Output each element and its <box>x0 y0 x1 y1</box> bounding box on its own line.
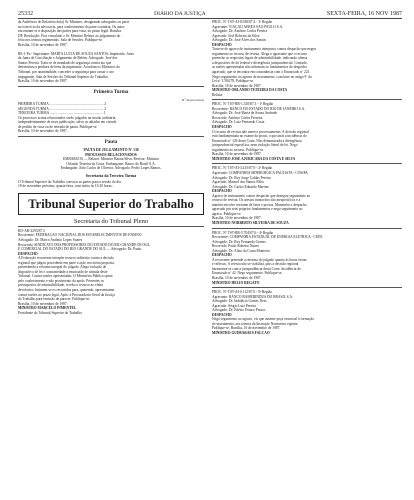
text-line: agravado por seus próprios fundamentos e nego seguimento ao <box>212 207 303 212</box>
right-block-5 <box>212 290 402 335</box>
text-line: Nego seguimento ao agravo de instrumento, com base no artigo 9º da <box>212 74 312 79</box>
text-line: Brasília, 10 de novembro de 1987. <box>212 152 262 157</box>
text-line: seguimento ao recurso de revista. Alega o agravante que o recurso <box>212 51 308 56</box>
text-line: está fundamentada no exame da prova, o que atrai a incidência do <box>212 134 307 139</box>
divider <box>212 228 402 229</box>
text-line: da Junta de Conciliação e Julgamento de Belém. Advogado: José dos <box>18 56 118 61</box>
text-line: RO-AR-2293/87.3 <box>18 228 45 233</box>
text-line: Advogado: Dr. Edésio Franco Passos <box>212 308 266 313</box>
text-line: 18 de novembro próximo, quarta-feira, com início às 13:30 horas. <box>18 184 113 189</box>
text-line: MINISTRO JOSÉ AJURICABA DA COSTA E SILVA <box>212 156 296 161</box>
table-head-right: Nº de processos <box>181 97 204 102</box>
right-block-4 <box>212 231 402 286</box>
journal-title: DIÁRIO DA JUSTIÇA <box>154 11 206 17</box>
text-line: MINISTRO ORLANDO TEIXEIRA DA COSTA <box>212 88 288 93</box>
left-bottom-text <box>18 229 204 315</box>
text-line: Advogado: Dr. Alino da Costa Monteiro <box>212 248 270 253</box>
text-line: Agravo de instrumento contra despacho que denegou seguimento ao <box>212 193 311 198</box>
right-top-text <box>212 20 402 97</box>
text-line: O recurso de revista não merece processamento. A decisão regional <box>212 129 309 134</box>
left-column <box>18 20 204 315</box>
divider <box>212 287 402 288</box>
text-line: DESPACHO <box>212 189 232 194</box>
text-line: Advogado: Dr. José Alves dos Santos <box>212 38 266 43</box>
text-line: EMBARGOS — Relator: Ministro Barata Silva. Revisor: Ministro <box>62 157 160 162</box>
text-line: pressupostos de admissibilidade, recebo o recurso no efeito <box>18 283 104 288</box>
text-line: PROCESSOS RELACIONADOS <box>85 152 137 157</box>
right-block-2 <box>212 102 402 161</box>
pauta-text <box>18 148 204 171</box>
divider <box>18 86 204 87</box>
text-line: Brasília, 10 de novembro de 1987. <box>212 216 262 221</box>
process-table <box>18 102 204 116</box>
text-line: matéria envolve reexame de fatos e provas. Mantenho o despacho <box>212 202 307 207</box>
text-line: A Federação recorrente interpõe recurso ordinário contra a decisão <box>18 256 114 261</box>
text-line: harmoniza-se com a jurisprudência desta Corte. Incidência do <box>212 266 301 271</box>
text-line: no exercício da advocacia, para conhecimento da parte contrária. Os autos <box>18 24 125 29</box>
text-line: Orlando Teixeira da Costa. Embargante: Banco do Brasil S.A. <box>66 161 156 166</box>
text-line: pelo conhecimento e não provimento do apelo. Presentes os <box>18 278 104 283</box>
text-line: Tribunal, por unanimidade, conceder a segurança para cassar o ato <box>18 70 114 75</box>
text-line: PROC. Nº TST-AI-6.112/87.0 - 9ª Região <box>212 290 273 295</box>
text-line: Recorrido: SINDICATO DOS PROFESSORES DO ESTADO DO RIO GRANDE DO SUL <box>18 242 151 247</box>
text-line: Agravante: VIAÇÃO AÉREA SÃO PAULO S.A. <box>212 24 284 29</box>
text-line: a dispositivo de lei federal e divergência jurisprudencial. Contudo, <box>212 60 308 65</box>
text-line: PROC. Nº TST-AI-8.038/87.4 - 3ª Região <box>212 20 273 24</box>
text-line: Publique-se. Brasília, 10 de novembro de 1987. <box>212 326 281 331</box>
text-line: Trata-se de agravo de instrumento interposto contra despacho que negou <box>212 47 317 52</box>
text-line: MINISTRO HÉLIO REGATO <box>212 280 260 285</box>
text-line: Santos Pereira. Trata-se de mandado de segurança contra ato que <box>18 60 112 65</box>
text-line: devolutivo. Intimem-se os recorridos para, querendo, apresentarem <box>18 287 115 292</box>
left-top-text <box>18 20 204 84</box>
text-line: Agravado: José Roberto da Silva <box>212 33 260 38</box>
text-line: Advogado: Dr. Ruy Jorge Caldas Pereira <box>212 175 271 180</box>
text-line: recurso de revista. Os arestos transcritos são inespecíficos e a <box>212 198 301 203</box>
text-line: Advogado: Dr. Luiz Fernando Costa <box>212 120 265 125</box>
text-line: independentemente de nova publicação, salvo os adiados em virtude <box>18 120 117 125</box>
text-line: O Tribunal Superior do Trabalho convoca as partes para a sessão do dia <box>18 179 121 184</box>
text-line: impugnado. Sala de Sessões do Tribunal Superior do Trabalho. <box>18 74 109 79</box>
text-line: MINISTRO MARCELO PIMENTEL <box>18 306 77 311</box>
text-line: Enunciado nº 42. Nego seguimento. Publique-se. <box>212 271 283 276</box>
text-line: RE-1-Pa - Impetrante: MARTA LÚCIA DE SOUZA SANTOS, Impetrado: Juízo <box>18 51 135 56</box>
right-column <box>212 20 402 336</box>
text-line: MINISTRO NORBERTO SILVEIRA DE SOUZA <box>212 220 289 225</box>
page-header <box>18 7 402 19</box>
text-line: contra-razões no prazo legal. Após, à Procuradoria-Geral da Justiça <box>18 292 115 297</box>
tribunal-title-box: Tribunal Superior do Trabalho <box>18 193 204 215</box>
text-line: DESPACHO <box>18 251 38 256</box>
text-line: Advogado: Dr. Ruy Fernando Gomes <box>212 239 266 244</box>
text-line: Agravado: Manoel dos Santos Filho <box>212 180 264 185</box>
text-line: as razões apresentadas não infirmam os fundamentos do despacho <box>212 65 308 70</box>
text-line: Tribunal. Contra-razões apresentadas. O Ministério Público opina <box>18 274 113 279</box>
divider <box>212 163 402 164</box>
text-line: DESPACHO <box>212 253 232 258</box>
text-line: DESPACHO <box>212 312 232 317</box>
text-line: seguimento ao recurso. Publique-se. <box>212 147 264 152</box>
section-title-secretaria-turma: Secretaria da Terceira Turma <box>85 172 137 178</box>
text-line: dispositivo de lei e contrariedade a enunciado de súmula deste <box>18 269 108 274</box>
text-line: PROC. Nº TST-RR-1.520/87.3 - 1ª Região <box>212 102 274 107</box>
text-line: Enunciado nº 126 desta Corte. Não demonstrada a divergência <box>212 138 302 143</box>
text-line: PROC. Nº TST-RR-5.704/87.6 - 4ª Região <box>212 230 274 235</box>
text-line: Agravado: Sérgio Luiz Pereira <box>212 303 256 308</box>
text-line: Recorrente: FEDERAÇÃO NACIONAL DOS ESTABELECIMENTOS DE ENSINO <box>18 233 142 238</box>
text-line: do Trabalho para emissão de parecer. Publique-se. <box>18 297 91 302</box>
text-line: Brasília, 10 de novembro de 1987. <box>18 79 68 84</box>
text-line: DF. Resolução: Fica vinculado o Sr. Ministro Relator ao julgamento do <box>18 33 121 38</box>
text-line: Advogado: Dr. Carlos Eduardo Martins <box>212 184 269 189</box>
text-line: Brasília, 10 de novembro de 1987. <box>18 301 68 306</box>
text-line: Brasília, 10 de novembro de 1987. <box>212 275 262 280</box>
text-line: Recorrido: Antônio Carlos Ferreira <box>212 115 263 120</box>
divider <box>212 99 402 100</box>
text-line: PRIMEIRA TURMA ............................................................ 2 <box>18 102 107 107</box>
text-line: E COMERCIAL DO ESTADO DO RIO GRANDE DO SUL — Advogado: Dr. Paulo <box>18 247 142 252</box>
secretaria-title: Secretaria do Tribunal Pleno <box>18 217 204 227</box>
section-title-pauta: Pauta <box>104 140 118 146</box>
text-line: agravo. Publique-se. <box>212 211 242 216</box>
text-line: Lei nº 5.584/70. Publique-se. <box>212 79 254 84</box>
text-line: Advogado: Dr. Antônio Carlos Pereira <box>212 29 268 34</box>
text-line: preenche os requisitos legais de admissibilidade, indicando ofensa <box>212 56 308 61</box>
text-line: Advogado: Dr. Indalécio Gomes Neto <box>212 299 267 304</box>
text-line: MINISTRO GUIMARÃES FALCÃO <box>212 331 270 335</box>
text-line: Brasília, 10 de novembro de 1987. <box>212 83 262 88</box>
text-line: Brasília, 10 de novembro de 1987. <box>18 129 68 134</box>
text-line: Agravante: COMPANHIA SIDERÚRGICA PAULISTA - COSIPA <box>212 170 308 175</box>
issue-date: SEXTA-FEIRA, 16 NOV 1987 <box>326 11 402 17</box>
text-line: Recorrente: COMPANHIA ESTADUAL DE ENERGIA ELÉTRICA - CEEE <box>212 235 323 240</box>
right-block-3 <box>212 166 402 225</box>
text-line: Agravante: BANCO BAMERINDUS DO BRASIL S.A. <box>212 294 294 299</box>
divider <box>18 136 204 137</box>
convocation-text <box>18 180 204 189</box>
text-line: do instrumento, nos termos da Instrução Normativa vigente. <box>212 321 299 326</box>
text-line: e reflexos. A revista não se viabiliza, pois a decisão regional <box>212 262 299 267</box>
text-line: DESPACHO <box>212 125 232 130</box>
text-line: Embargado: João Carlos de Oliveira. Advogado: Pedro Lopes Ramos. <box>60 166 162 171</box>
text-line: Brasília, 10 de novembro de 1987. <box>18 42 68 47</box>
text-line: jurisprudencial específica, nem violação literal de lei. Nego <box>212 143 298 148</box>
text-line: regional que julgou procedente em parte a ação rescisória proposta, <box>18 260 115 265</box>
text-line: feito nos termos regimentais. Sala de Sessões. Publique-se. <box>18 38 103 43</box>
text-line: A recorrente pretende a reforma do julgado quanto às horas extras <box>212 257 307 262</box>
text-line: Relator <box>212 92 223 97</box>
text-line: Recorrido: Paulo Roberto Nunes <box>212 244 260 249</box>
text-line: SEGUNDA TURMA ............................................................ 2 <box>18 106 107 111</box>
text-line: Os processos acima relacionados serão julgados na sessão ordinária, <box>18 115 117 120</box>
page-number: 25332 <box>18 11 33 17</box>
text-line: Advogado: Dr. Marco Antônio Lopes Soares <box>18 237 83 242</box>
text-line: encontram-se à disposição das partes para vista, no prazo legal. Brasília <box>18 29 121 34</box>
text-line: PROC. Nº TST-AI-3.415/87.9 - 2ª Região <box>212 166 273 171</box>
text-line: DESPACHO <box>212 42 232 47</box>
section-title-turma: Primeira Turma <box>93 89 129 95</box>
text-line: agravado, que se encontra em consonância com o Enunciado nº 221. <box>212 70 311 75</box>
left-mid-text <box>18 116 204 134</box>
text-line: Presidente do Tribunal Superior do Trabalho <box>18 310 82 315</box>
text-line: Recorrente: BANCO DO ESTADO DO RIO DE JANEIRO S.A. <box>212 106 306 111</box>
text-line: pretendendo a reforma integral do julgado. Alega violação de <box>18 265 107 270</box>
text-line: Advogado: Dr. José Maria de Souza Andrade <box>212 111 277 116</box>
text-line: TERCEIRA TURMA ........................................................... 1 <box>18 111 106 116</box>
text-line: da Audiência do Relatório do(a) Sr. Ministro, designando advogados ou parte <box>18 20 130 24</box>
text-line: PAUTA DE JULGAMENTO Nº 130 <box>83 148 139 153</box>
text-line: de pedido de vista ou de retirada de pauta. Publique-se. <box>18 124 98 129</box>
text-line: Nego seguimento ao agravo, eis que ausente peça essencial à formação <box>212 317 315 322</box>
text-line: determinou a penhora de bens da impetrante. Acordam os Ministros do <box>18 65 120 70</box>
